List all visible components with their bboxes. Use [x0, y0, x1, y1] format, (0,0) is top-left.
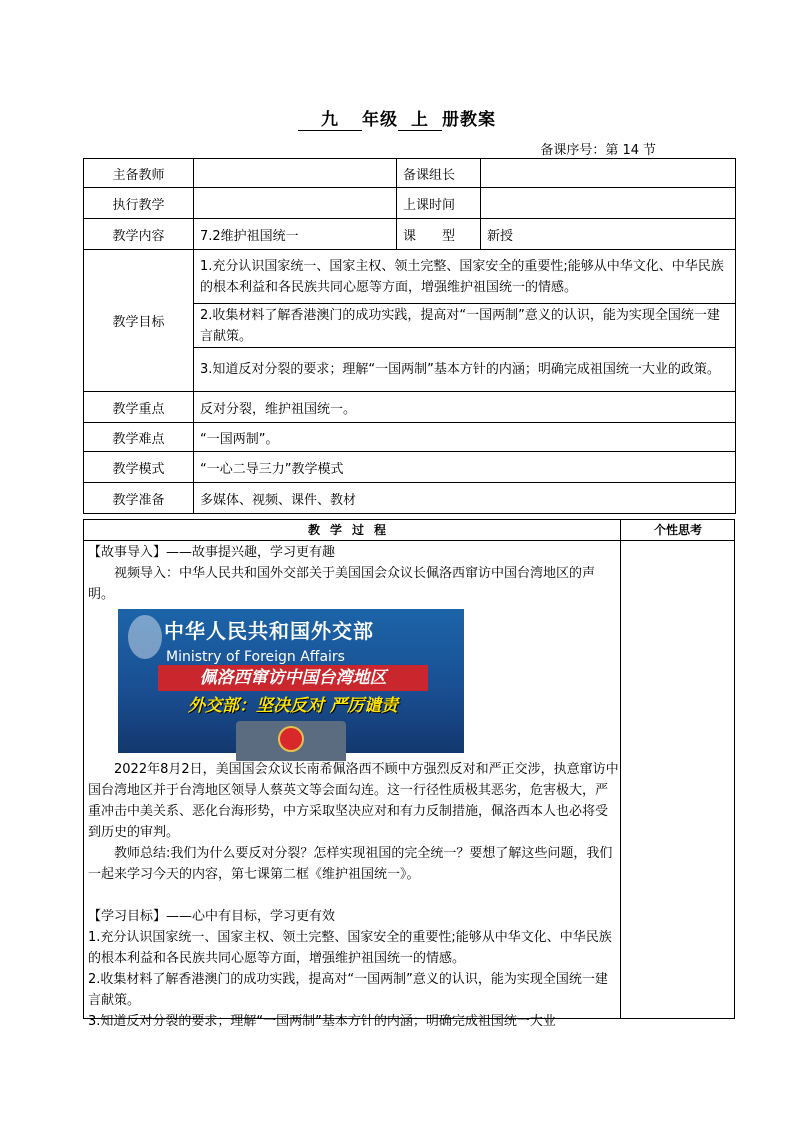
serial-number: 14 — [618, 143, 643, 159]
learning-goal-3: 3.知道反对分裂的要求；理解“一国两制”基本方针的内涵；明确完成祖国统一大业 — [88, 1014, 556, 1029]
class-time-label: 上课时间 — [397, 188, 481, 219]
image-yellow-caption: 外交部：坚决反对 严厉谴责 — [188, 696, 398, 716]
difficulty-value: “一国两制”。 — [194, 423, 736, 452]
serial-suffix: 节 — [642, 143, 656, 158]
goal-item-2: 2.收集材料了解香港澳门的成功实践，提高对“一国两制”意义的认识，能为实现全国统一建言献策。 — [194, 304, 736, 348]
type-label: 课 型 — [397, 219, 481, 250]
group-leader-label: 备课组长 — [397, 159, 481, 188]
lesson-info-table — [83, 158, 736, 514]
goal-item-1: 1.充分认识国家统一、国家主权、领土完整、国家安全的重要性;能够从中华文化、中华民族的根本利益和各民族共同心愿等方面，增强维护祖国统一的情感。 — [194, 250, 736, 304]
intro-subtitle: ——故事提兴趣，学习更有趣 — [166, 545, 336, 560]
main-teacher-value — [194, 159, 397, 188]
teacher-summary: 教师总结:我们为什么要反对分裂？怎样实现祖国的完全统一？要想了解这些问题，我们一起来学习今天的内容，第七课第二框《维护祖国统一》。 — [88, 846, 613, 882]
class-time-value — [481, 188, 736, 219]
image-ministry-cn: 中华人民共和国外交部 — [164, 619, 374, 643]
grade-suffix: 年级 — [362, 110, 398, 130]
prep-value: 多媒体、视频、课件、教材 — [194, 483, 736, 514]
mode-value: “一心二导三力”教学模式 — [194, 452, 736, 483]
prep-label: 教学准备 — [84, 483, 194, 514]
lesson-serial — [540, 139, 656, 159]
video-intro-text: 视频导入：中华人民共和国外交部关于美国国会众议长佩洛西窜访中国台湾地区的声明。 — [88, 566, 596, 602]
learning-goal-2: 2.收集材料了解香港澳门的成功实践，提高对“一国两制”意义的认识，能为实现全国统一建言献策。 — [88, 972, 608, 1008]
learning-goals-subtitle: ——心中有目标，学习更有效 — [166, 909, 336, 924]
news-image — [118, 609, 464, 753]
type-value: 新授 — [481, 219, 736, 250]
exec-label: 执行教学 — [84, 188, 194, 219]
serial-prefix: 备课序号：第 — [540, 143, 619, 158]
term-value: 上 — [398, 105, 442, 131]
key-point-label: 教学重点 — [84, 392, 194, 423]
national-emblem-icon — [278, 726, 304, 752]
term-suffix: 册教案 — [442, 110, 496, 130]
content-label: 教学内容 — [84, 219, 194, 250]
blank-line — [88, 885, 620, 906]
image-red-banner: 佩洛西窜访中国台湾地区 — [158, 665, 428, 691]
personal-thinking-heading: 个性思考 — [653, 523, 702, 537]
goals-label: 教学目标 — [84, 250, 194, 392]
learning-goals-heading — [88, 906, 620, 927]
process-content — [88, 542, 620, 1029]
column-divider — [620, 520, 621, 1018]
exec-value — [194, 188, 397, 219]
story-paragraph: 2022年8月2日，美国国会众议长南希佩洛西不顾中方强烈反对和严正交涉，执意窜访中国台湾地区并于台湾地区领导人蔡英文等会面勾连。这一行径性质极其恶劣，危害极大，严重冲击中美关系、恶化台海形势，中方采取坚决应对和有力反制措施，佩洛西本人也必将受到历史的审判。 — [88, 762, 619, 840]
intro-title: 【故事导入】 — [88, 545, 167, 560]
main-teacher-label: 主备教师 — [84, 159, 194, 188]
content-value: 7.2维护祖国统一 — [194, 219, 397, 250]
page-title — [0, 105, 794, 131]
intro-heading — [88, 542, 620, 563]
process-header — [84, 520, 734, 541]
image-ministry-en: Ministry of Foreign Affairs — [166, 649, 345, 665]
teaching-process-section — [83, 519, 735, 1029]
group-leader-value — [481, 159, 736, 188]
key-point-value: 反对分裂，维护祖国统一。 — [194, 392, 736, 423]
learning-goals-title: 【学习目标】 — [88, 909, 167, 924]
goal-item-3: 3.知道反对分裂的要求；理解“一国两制”基本方针的内涵；明确完成祖国统一大业的政策。 — [194, 348, 736, 392]
mode-label: 教学模式 — [84, 452, 194, 483]
emblem-watermark-icon — [128, 615, 162, 659]
grade-value: 九 — [298, 105, 362, 131]
difficulty-label: 教学难点 — [84, 423, 194, 452]
learning-goal-1: 1.充分认识国家统一、国家主权、领土完整、国家安全的重要性;能够从中华文化、中华民族的根本利益和各民族共同心愿等方面，增强维护祖国统一的情感。 — [88, 930, 612, 966]
process-heading: 教学过程 — [307, 523, 396, 537]
